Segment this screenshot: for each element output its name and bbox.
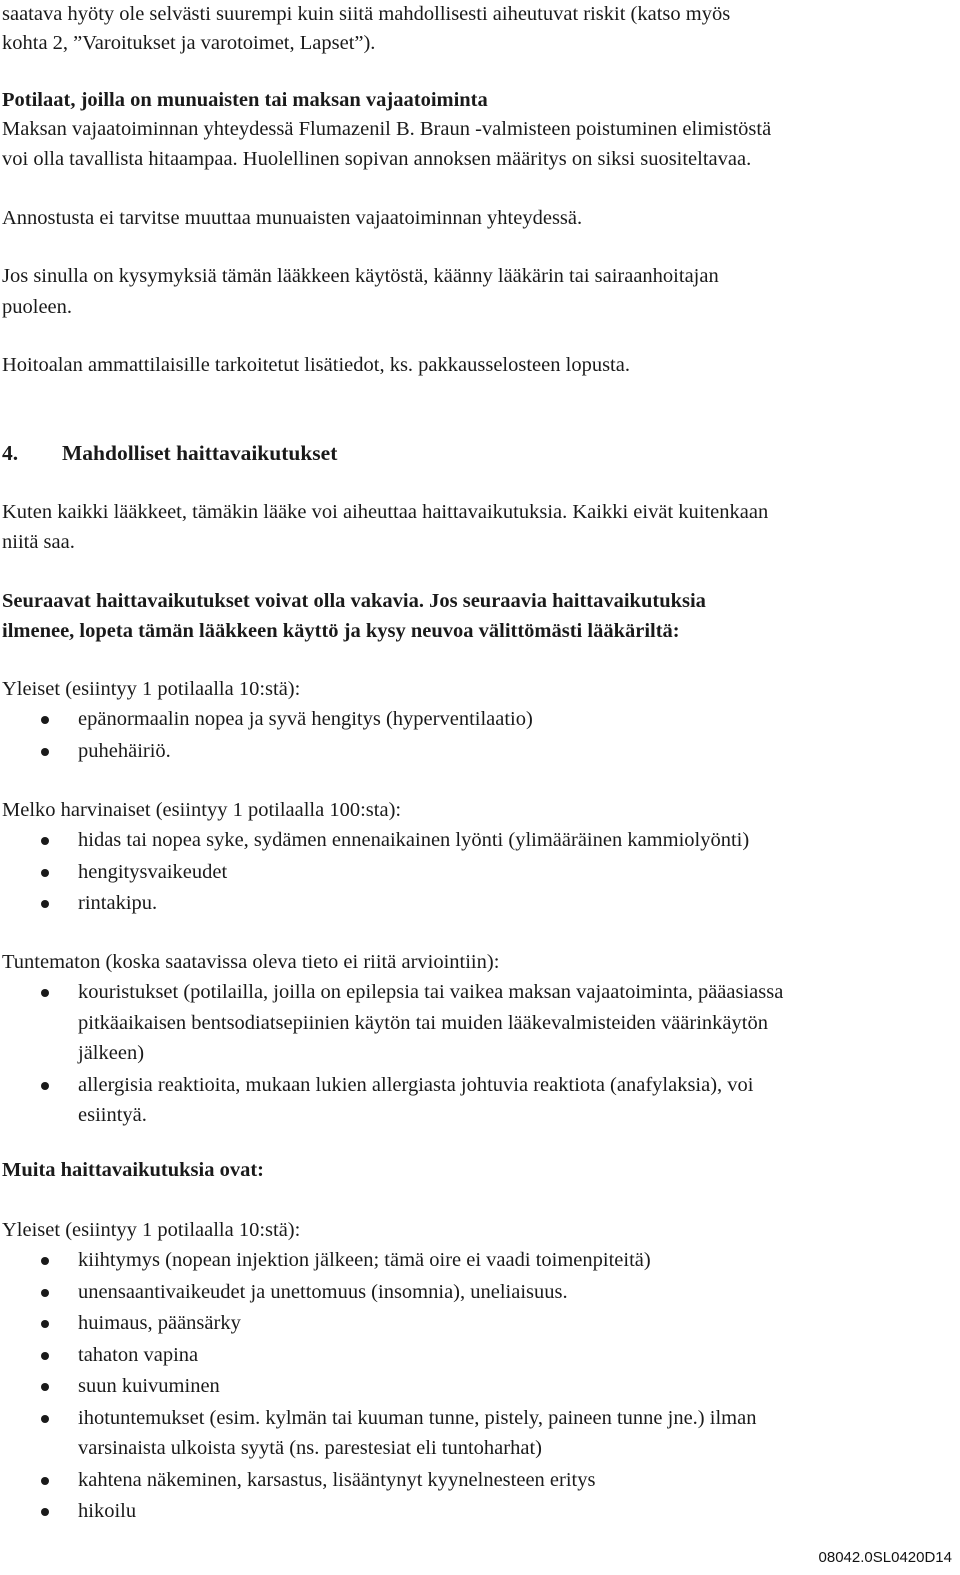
list-item-text: hengitysvaikeudet xyxy=(78,860,228,883)
bullet-icon xyxy=(41,1289,49,1297)
bullet-icon xyxy=(41,1320,49,1328)
list-item-text: ihotuntemukset (esim. kylmän tai kuuman tunne, pistely, paineen tunne jne.) ilman xyxy=(78,1406,757,1429)
body-text-line: puoleen. xyxy=(2,296,73,318)
bullet-icon xyxy=(41,716,49,724)
list-item-text: varsinaista ulkoista syytä (ns. parestesiat eli tuntoharhat) xyxy=(78,1437,542,1459)
body-text-line: Maksan vajaatoiminnan yhteydessä Flumazenil B. Braun -valmisteen poistuminen elimistöstä xyxy=(2,118,772,140)
warning-text-line: Seuraavat haittavaikutukset voivat olla vakavia. Jos seuraavia haittavaikutuksia xyxy=(2,590,706,612)
list-item-text: huimaus, päänsärky xyxy=(78,1312,241,1334)
body-text-line: voi olla tavallista hitaampaa. Huolellinen sopivan annoksen määritys on siksi suositeltavaa. xyxy=(2,148,752,170)
bullet-icon xyxy=(41,869,49,877)
bullet-icon xyxy=(41,748,49,756)
bullet-icon xyxy=(41,1508,49,1516)
body-text-line: Annostusta ei tarvitse muuttaa munuaisten vajaatoiminnan yhteydessä. xyxy=(2,207,583,229)
list-item-text: allergisia reaktioita, mukaan lukien allergiasta johtuvia reaktiota (anafylaksia), voi xyxy=(78,1073,754,1096)
list-item-text: hikoilu xyxy=(78,1500,137,1522)
bullet-icon xyxy=(41,1257,49,1265)
bullet-icon xyxy=(41,1415,49,1423)
bullet-icon xyxy=(41,1352,49,1360)
list-item-text: esiintyä. xyxy=(78,1104,147,1126)
bullet-icon xyxy=(41,837,49,845)
list-item-text: unensaantivaikeudet ja unettomuus (insomnia), uneliaisuus. xyxy=(78,1280,568,1303)
list-item-text: pitkäaikaisen bentsodiatsepiinien käytön tai muiden lääkevalmisteiden väärinkäytön xyxy=(78,1011,768,1034)
body-text-line: saatava hyöty ole selvästi suurempi kuin siitä mahdollisesti aiheutuvat riskit (katso myös xyxy=(2,3,731,25)
section-number: 4. xyxy=(2,441,19,465)
section-title: Mahdolliset haittavaikutukset xyxy=(62,441,338,465)
body-text-line: Hoitoalan ammattilaisille tarkoitetut lisätiedot, ks. pakkausselosteen lopusta. xyxy=(2,354,630,376)
frequency-label: Tuntematon (koska saatavissa oleva tieto ei riitä arviointiin): xyxy=(2,951,500,973)
list-item-text: epänormaalin nopea ja syvä hengitys (hyperventilaatio) xyxy=(78,708,533,730)
list-item-text: tahaton vapina xyxy=(78,1343,199,1366)
list-item-text: hidas tai nopea syke, sydämen ennenaikainen lyönti (ylimääräinen kammiolyönti) xyxy=(78,829,750,851)
subheading-other-effects: Muita haittavaikutuksia ovat: xyxy=(2,1159,264,1181)
body-text-line: kohta 2, ”Varoitukset ja varotoimet, Lapset”). xyxy=(2,32,376,54)
bullet-icon xyxy=(41,1477,49,1485)
bullet-icon xyxy=(41,1082,49,1090)
list-item-text: kahtena näkeminen, karsastus, lisääntynyt kyynelnesteen eritys xyxy=(78,1468,596,1491)
frequency-label: Yleiset (esiintyy 1 potilaalla 10:stä): xyxy=(2,678,301,700)
document-code: 08042.0SL0420D14 xyxy=(818,1549,952,1566)
bullet-icon xyxy=(41,1383,49,1391)
frequency-label: Yleiset (esiintyy 1 potilaalla 10:stä): xyxy=(2,1219,301,1241)
bullet-icon xyxy=(41,900,49,908)
list-item-text: kouristukset (potilailla, joilla on epilepsia tai vaikea maksan vajaatoiminta, pääasiassa xyxy=(78,981,784,1003)
subheading-kidney-liver: Potilaat, joilla on munuaisten tai maksan vajaatoiminta xyxy=(2,89,488,111)
list-item-text: rintakipu. xyxy=(78,892,158,914)
list-item-text: suun kuivuminen xyxy=(78,1375,220,1397)
bullet-icon xyxy=(41,989,49,997)
list-item-text: jälkeen) xyxy=(78,1042,145,1064)
frequency-label: Melko harvinaiset (esiintyy 1 potilaalla 100:sta): xyxy=(2,799,402,821)
body-text-line: Kuten kaikki lääkkeet, tämäkin lääke voi aiheuttaa haittavaikutuksia. Kaikki eivät kuitenkaan xyxy=(2,501,769,523)
body-text-line: niitä saa. xyxy=(2,531,75,553)
body-text-line: Jos sinulla on kysymyksiä tämän lääkkeen käytöstä, käänny lääkärin tai sairaanhoitajan xyxy=(2,265,719,287)
list-item-text: kiihtymys (nopean injektion jälkeen; tämä oire ei vaadi toimenpiteitä) xyxy=(78,1249,651,1271)
list-item-text: puhehäiriö. xyxy=(78,739,171,762)
warning-text-line: ilmenee, lopeta tämän lääkkeen käyttö ja kysy neuvoa välittömästi lääkäriltä: xyxy=(2,620,680,642)
